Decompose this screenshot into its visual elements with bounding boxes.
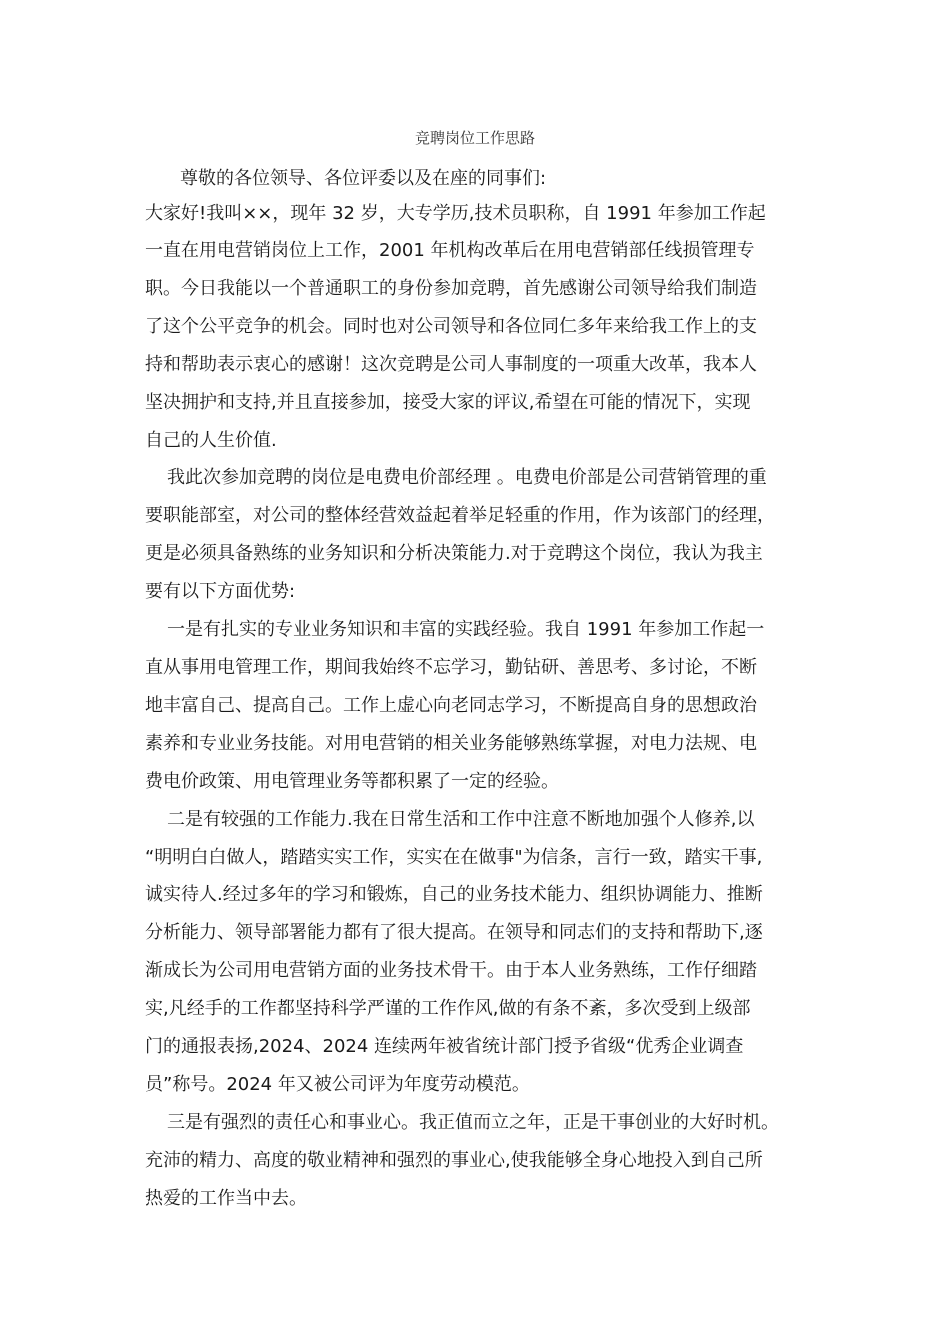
document-body	[145, 162, 810, 1218]
text-line: 费电价政策、用电管理业务等都积累了一定的经验。	[145, 770, 559, 792]
text-line: 二是有较强的工作能力.我在日常生活和工作中注意不断地加强个人修养,以	[167, 808, 755, 830]
document-title: 竞聘岗位工作思路	[414, 129, 535, 147]
text-line: 自己的人生价值.	[145, 429, 277, 451]
paragraph-advantage-3	[145, 1104, 810, 1218]
text-line: 要有以下方面优势:	[145, 581, 296, 603]
text-line: 热爱的工作当中去。	[145, 1187, 307, 1209]
text-line: 一是有扎实的专业业务知识和丰富的实践经验。我自 1991 年参加工作起一	[167, 619, 765, 641]
text-line: 职。今日我能以一个普通职工的身份参加竞聘，首先感谢公司领导给我们制造	[145, 277, 757, 299]
text-line: 门的通报表扬,2024、2024 连续两年被省统计部门授予省级“优秀企业调查	[145, 1036, 744, 1058]
text-line: 持和帮助表示衷心的感谢！这次竞聘是公司人事制度的一项重大改革，我本人	[145, 353, 757, 375]
paragraph-advantage-1	[145, 611, 810, 801]
paragraph-intro	[145, 195, 810, 459]
text-line: 大家好!我叫××，现年 32 岁，大专学历,技术员职称，自 1991 年参加工作起	[145, 203, 766, 224]
text-line: 分析能力、领导部署能力都有了很大提高。在领导和同志们的支持和帮助下,逐	[145, 922, 763, 944]
text-line: 我此次参加竞聘的岗位是电费电价部经理 。电费电价部是公司营销管理的重	[167, 467, 767, 489]
text-line: 坚决拥护和支持,并且直接参加，接受大家的评议,希望在可能的情况下，实现	[145, 391, 751, 413]
salutation: 尊敬的各位领导、各位评委以及在座的同事们:	[180, 168, 547, 189]
text-line: 地丰富自己、提高自己。工作上虚心向老同志学习，不断提高自身的思想政治	[145, 694, 757, 716]
text-line: 渐成长为公司用电营销方面的业务技术骨干。由于本人业务熟练，工作仔细踏	[145, 960, 757, 982]
text-line: 三是有强烈的责任心和事业心。我正值而立之年，正是干事创业的大好时机。	[167, 1111, 779, 1133]
text-line: 要职能部室，对公司的整体经营效益起着举足轻重的作用，作为该部门的经理，	[145, 505, 775, 527]
text-line: 了这个公平竞争的机会。同时也对公司领导和各位同仁多年来给我工作上的支	[145, 315, 757, 337]
paragraph-position	[145, 459, 810, 611]
paragraph-advantage-2	[145, 801, 810, 1104]
text-line: 充沛的精力、高度的敬业精神和强烈的事业心,使我能够全身心地投入到自己所	[145, 1149, 763, 1171]
text-line: 一直在用电营销岗位上工作，2001 年机构改革后在用电营销部任线损管理专	[145, 240, 755, 261]
text-line: 直从事用电管理工作，期间我始终不忘学习，勤钻研、善思考、多讨论，不断	[145, 656, 757, 678]
text-line: 更是必须具备熟练的业务知识和分析决策能力.对于竞聘这个岗位，我认为我主	[145, 543, 763, 565]
text-line: 诚实待人.经过多年的学习和锻炼，自己的业务技术能力、组织协调能力、推断	[145, 884, 763, 906]
text-line: 员”称号。2024 年又被公司评为年度劳动模范。	[145, 1073, 530, 1095]
text-line: 素养和专业业务技能。对用电营销的相关业务能够熟练掌握，对电力法规、电	[145, 732, 757, 754]
text-line: “明明白白做人，踏踏实实工作，实实在在做事"为信条，言行一致，踏实干事,	[145, 846, 763, 868]
text-line: 实,凡经手的工作都坚持科学严谨的工作作风,做的有条不紊，多次受到上级部	[145, 998, 751, 1020]
